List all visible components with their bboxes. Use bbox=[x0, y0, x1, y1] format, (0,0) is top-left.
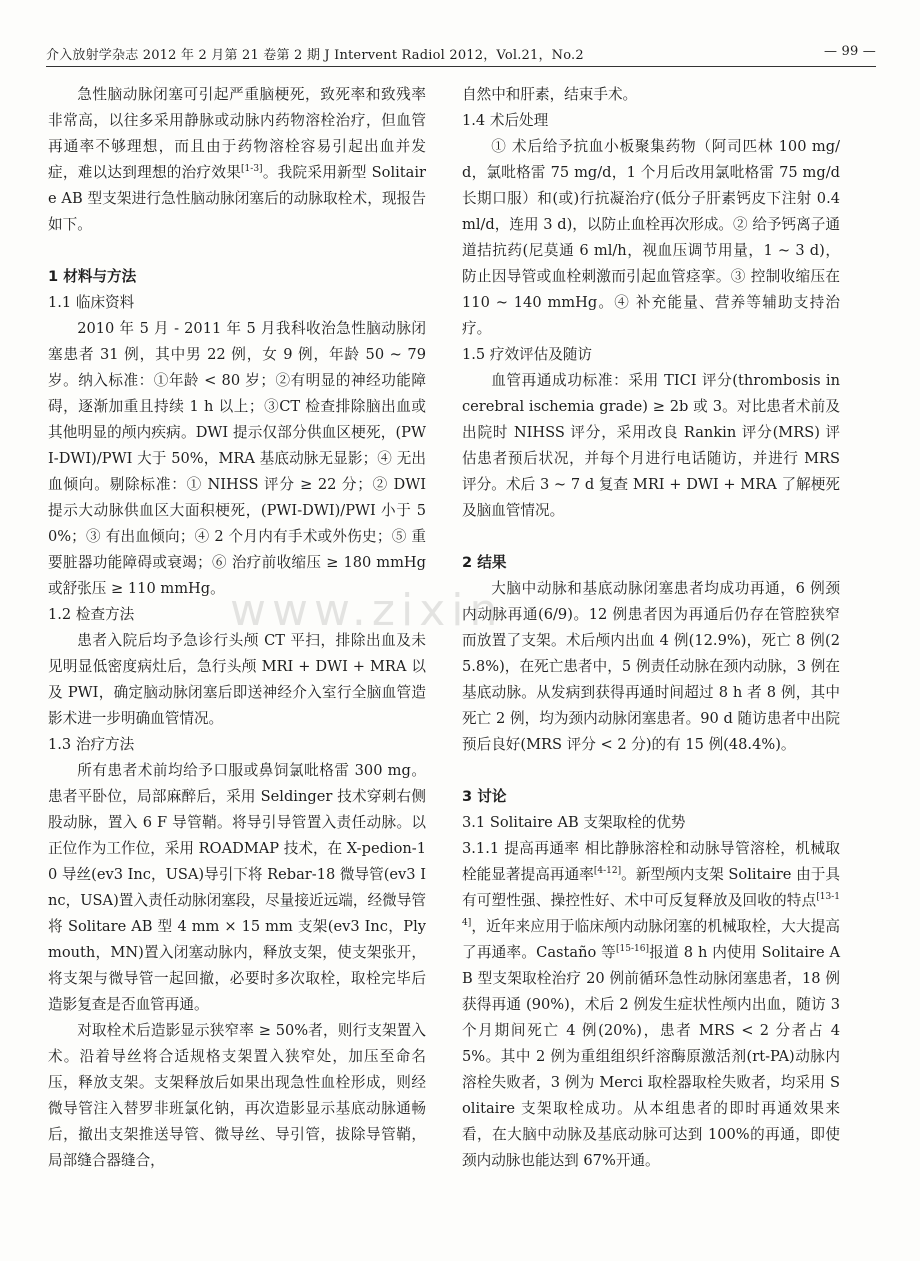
paragraph-treatment-2: 对取栓术后造影显示狭窄率 ≥ 50%者，则行支架置入术。沿着导丝将合适规格支架置入狭窄处，加压至命名压，释放支架。支架释放后如果出现急性血栓形成，则经微导管注入替罗非班氯化钠，再次造影显示基底动脉通畅后，撤出支架推送导管、微导丝、导引管，拔除导管鞘，局部缝合器缝合， bbox=[48, 1022, 426, 1169]
paragraph-examination: 患者入院后均予急诊行头颅 CT 平扫，排除出血及未见明显低密度病灶后，急行头颅 MRI + DWI + MRA 以及 PWI，确定脑动脉闭塞后即送神经介入室行全脑血管造影术进一步明确血管情况。 bbox=[48, 632, 426, 727]
header-rule bbox=[46, 66, 876, 67]
running-header bbox=[46, 42, 876, 66]
subsection-heading-treatment: 1.3 治疗方法 bbox=[48, 736, 135, 753]
section-heading-results: 2 结果 bbox=[462, 554, 507, 571]
paragraph-postop: ① 术后给予抗血小板聚集药物（阿司匹林 100 mg/d，氯吡格雷 75 mg/d，1 个月后改用氯吡格雷 75 mg/d 长期口服）和(或)行抗凝治疗(低分子肝素钙皮下注射 0.4 ml/d，连用 3 d)，以防止血栓再次形成。② 给予钙离子通道拮抗药(尼莫通 6 ml/h，视血压调节用量，1 ~ 3 d)，防止因导管或血栓刺激而引起血管痉挛。③ 控制收缩压在 110 ~ 140 mmHg。④ 补充能量、营养等辅助支持治疗。 bbox=[462, 138, 840, 337]
subsection-heading-examination: 1.2 检查方法 bbox=[48, 606, 135, 623]
citation-ref[interactable]: [4-12] bbox=[593, 866, 622, 877]
section-heading-discussion: 3 讨论 bbox=[462, 788, 507, 805]
paragraph-treatment-continued: 自然中和肝素，结束手术。 bbox=[462, 86, 638, 103]
watermark: www.zixin bbox=[230, 585, 504, 636]
right-column bbox=[462, 82, 840, 1174]
page-number: — 99 — bbox=[823, 44, 876, 59]
left-column bbox=[48, 82, 426, 1174]
paragraph-results: 大脑中动脉和基底动脉闭塞患者均成功再通，6 例颈内动脉再通(6/9)。12 例患者因为再通后仍存在管腔狭窄而放置了支架。术后颅内出血 4 例(12.9%)，死亡 8 例(25.8%)，在死亡患者中，5 例责任动脉在颈内动脉，3 例在基底动脉。从发病到获得再通时间超过 8 h 者 8 例，其中死亡 2 例，均为颈内动脉闭塞患者。90 d 随访患者中出院预后良好(MRS 评分 < 2 分)的有 15 例(48.4%)。 bbox=[462, 580, 840, 753]
section-heading-methods: 1 材料与方法 bbox=[48, 268, 137, 285]
paragraph-evaluation: 血管再通成功标准：采用 TICI 评分(thrombosis in cerebral ischemia grade) ≥ 2b 或 3。对比患者术前及出院时 NIHSS 评分，采用改良 Rankin 评分(MRS) 评估患者预后状况，并每个月进行电话随访，并进行 MRS 评分。术后 3 ~ 7 d 复查 MRI + DWI + MRA 了解梗死及脑血管情况。 bbox=[462, 372, 840, 519]
citation-ref[interactable]: [1-3] bbox=[241, 164, 263, 175]
subsection-heading-clinical: 1.1 临床资料 bbox=[48, 294, 135, 311]
journal-citation: 介入放射学杂志 2012 年 2 月第 21 卷第 2 期 J Intervent Radiol 2012，Vol.21，No.2 bbox=[46, 48, 584, 63]
intro-paragraph: 急性脑动脉闭塞可引起严重脑梗死，致死率和致残率非常高，以往多采用静脉或动脉内药物溶栓治疗，但血管再通率不够理想，而且由于药物溶栓容易引起出血并发症，难以达到理想的治疗效果[1-3]。我院采用新型 Solitaire AB 型支架进行急性脑动脉闭塞后的动脉取栓术，现报告如下。 bbox=[48, 86, 426, 233]
citation-ref[interactable]: [15-16] bbox=[616, 944, 649, 955]
subsection-heading-evaluation: 1.5 疗效评估及随访 bbox=[462, 346, 593, 363]
paragraph-clinical: 2010 年 5 月 - 2011 年 5 月我科收治急性脑动脉闭塞患者 31 例，其中男 22 例，女 9 例，年龄 50 ~ 79 岁。纳入标准：①年龄 < 80 岁；②有明显的神经功能障碍，逐渐加重且持续 1 h 以上；③CT 检查排除脑出血或其他明显的颅内疾病。DWI 提示仅部分供血区梗死，(PWI-DWI)/PWI 大于 50%，MRA 基底动脉无显影；④ 无出血倾向。剔除标准：① NIHSS 评分 ≥ 22 分；② DWI 提示大动脉供血区大面积梗死，(PWI-DWI)/PWI 小于 50%；③ 有出血倾向；④ 2 个月内有手术或外伤史；⑤ 重要脏器功能障碍或衰竭；⑥ 治疗前收缩压 ≥ 180 mmHg 或舒张压 ≥ 110 mmHg。 bbox=[48, 320, 426, 597]
paragraph-recanalization: 3.1.1 提高再通率 相比静脉溶栓和动脉导管溶栓，机械取栓能显著提高再通率[4-12]。新型颅内支架 Solitaire 由于具有可塑性强、操控性好、术中可反复释放及回收的特点[13-14]，近年来应用于临床颅内动脉闭塞的机械取栓，大大提高了再通率。Castaño 等[15-16]报道 8 h 内使用 Solitaire AB 型支架取栓治疗 20 例前循环急性动脉闭塞患者，18 例获得再通 (90%)，术后 2 例发生症状性颅内出血，随访 3 个月期间死亡 4 例(20%)，患者 MRS < 2 分者占 45%。其中 2 例为重组组织纤溶酶原激活剂(rt-PA)动脉内溶栓失败者，3 例为 Merci 取栓器取栓失败者，均采用 Solitaire 支架取栓成功。从本组患者的即时再通效果来看，在大脑中动脉及基底动脉可达到 100%的再通，即使颈内动脉也能达到 67%开通。 bbox=[462, 840, 840, 1169]
paragraph-treatment-1: 所有患者术前均给予口服或鼻饲氯吡格雷 300 mg。患者平卧位，局部麻醉后，采用 Seldinger 技术穿刺右侧股动脉，置入 6 F 导管鞘。将导引导管置入责任动脉。以正位作为工作位，采用 ROADMAP 技术，在 X-pedion-10 导丝(ev3 Inc，USA)导引下将 Rebar-18 微导管(ev3 Inc，USA)置入责任动脉闭塞段，尽量接近远端，经微导管将 Solitare AB 型 4 mm × 15 mm 支架(ev3 Inc，Plymouth，MN)置入闭塞动脉内，释放支架，使支架张开，将支架与微导管一起回撤，必要时多次取栓，取栓完毕后造影复查是否血管再通。 bbox=[48, 762, 426, 1013]
citation-ref[interactable]: [13-14] bbox=[462, 892, 840, 929]
subsection-heading-postop: 1.4 术后处理 bbox=[462, 112, 549, 129]
subsection-heading-advantages: 3.1 Solitaire AB 支架取栓的优势 bbox=[462, 814, 686, 831]
